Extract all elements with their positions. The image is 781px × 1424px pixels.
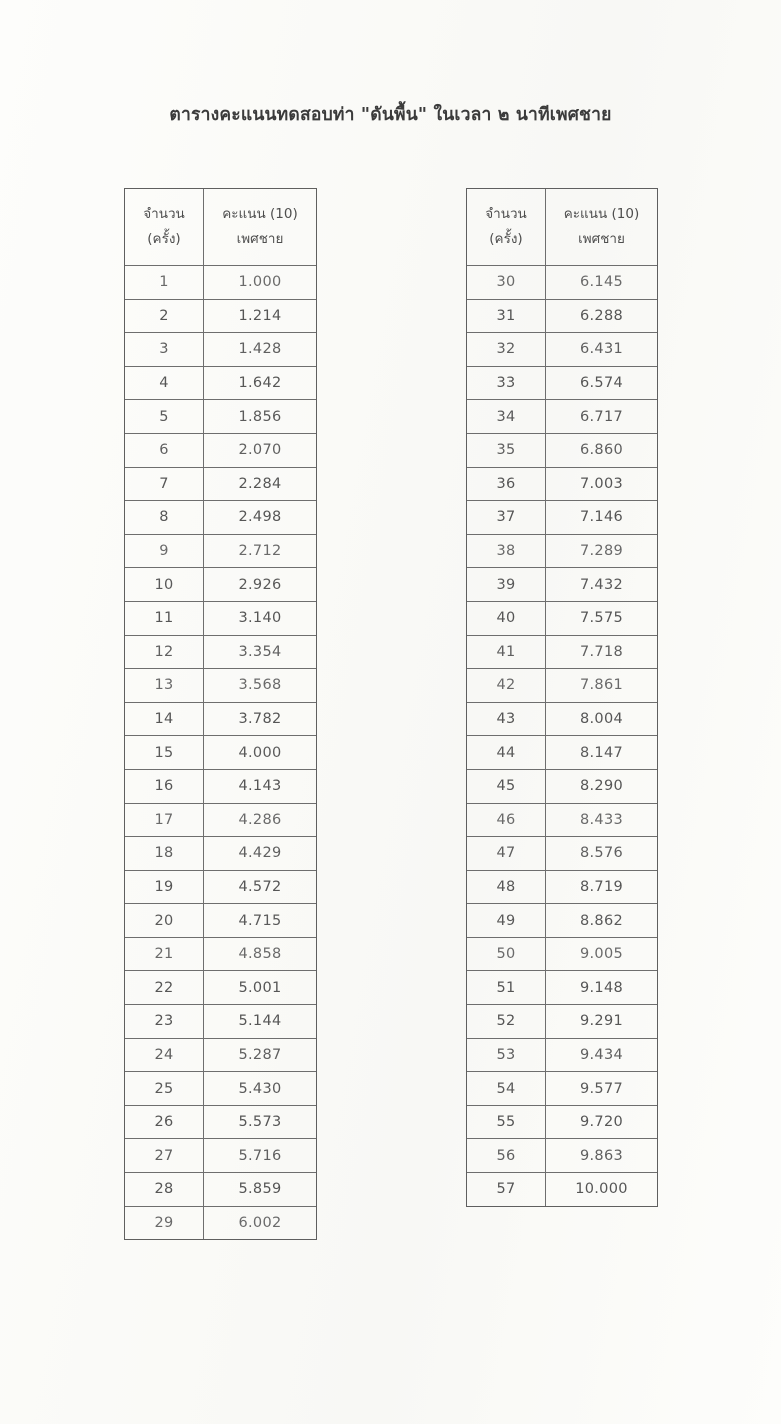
- table-row: [467, 501, 658, 535]
- header-row: [467, 189, 658, 266]
- cell-count: 16: [125, 769, 204, 803]
- table-row: [467, 1139, 658, 1173]
- cell-count: 52: [467, 1005, 546, 1039]
- cell-score: 5.716: [204, 1139, 317, 1173]
- column-header-count-line2: (ครั้ง): [489, 231, 523, 247]
- table-row: [467, 467, 658, 501]
- cell-count: 1: [125, 266, 204, 300]
- cell-score: 6.860: [546, 433, 658, 467]
- table-row: [125, 1072, 317, 1106]
- cell-count: 38: [467, 534, 546, 568]
- cell-count: 40: [467, 601, 546, 635]
- cell-count: 13: [125, 669, 204, 703]
- cell-count: 12: [125, 635, 204, 669]
- cell-count: 22: [125, 971, 204, 1005]
- table-row: [467, 803, 658, 837]
- table-row: [467, 568, 658, 602]
- cell-count: 30: [467, 266, 546, 300]
- cell-count: 14: [125, 702, 204, 736]
- column-header-score-line2: เพศชาย: [578, 231, 625, 247]
- column-header-count-line1: จำนวน: [485, 206, 527, 223]
- table-row: [467, 1173, 658, 1207]
- table-row: [125, 433, 317, 467]
- cell-score: 8.004: [546, 702, 658, 736]
- table-row: [467, 702, 658, 736]
- cell-count: 5: [125, 400, 204, 434]
- cell-score: 3.782: [204, 702, 317, 736]
- cell-score: 5.859: [204, 1173, 317, 1207]
- column-header-count-line2: (ครั้ง): [147, 231, 181, 247]
- cell-count: 26: [125, 1105, 204, 1139]
- cell-score: 7.861: [546, 669, 658, 703]
- cell-score: 2.712: [204, 534, 317, 568]
- table-row: [125, 1173, 317, 1207]
- table-row: [467, 736, 658, 770]
- table-row: [125, 501, 317, 535]
- table-row: [125, 299, 317, 333]
- cell-count: 39: [467, 568, 546, 602]
- cell-count: 3: [125, 333, 204, 367]
- cell-score: 8.862: [546, 904, 658, 938]
- table-row: [467, 769, 658, 803]
- cell-score: 8.719: [546, 870, 658, 904]
- cell-count: 20: [125, 904, 204, 938]
- cell-count: 31: [467, 299, 546, 333]
- cell-count: 6: [125, 433, 204, 467]
- column-header-score: [204, 189, 317, 266]
- column-header-count: [467, 189, 546, 266]
- cell-count: 24: [125, 1038, 204, 1072]
- table-row: [125, 736, 317, 770]
- table-row: [467, 971, 658, 1005]
- cell-count: 17: [125, 803, 204, 837]
- cell-score: 3.140: [204, 601, 317, 635]
- cell-count: 35: [467, 433, 546, 467]
- cell-score: 8.147: [546, 736, 658, 770]
- cell-count: 10: [125, 568, 204, 602]
- cell-count: 37: [467, 501, 546, 535]
- table-row: [125, 669, 317, 703]
- table-row: [125, 1005, 317, 1039]
- table-row: [467, 1072, 658, 1106]
- cell-score: 9.577: [546, 1072, 658, 1106]
- cell-score: 9.005: [546, 937, 658, 971]
- cell-score: 6.574: [546, 366, 658, 400]
- cell-score: 5.287: [204, 1038, 317, 1072]
- table-row: [125, 971, 317, 1005]
- cell-count: 23: [125, 1005, 204, 1039]
- cell-score: 1.000: [204, 266, 317, 300]
- table-row: [467, 669, 658, 703]
- column-header-score-line1: คะแนน (10): [222, 206, 298, 223]
- cell-count: 2: [125, 299, 204, 333]
- table-row: [125, 534, 317, 568]
- cell-count: 56: [467, 1139, 546, 1173]
- cell-count: 4: [125, 366, 204, 400]
- cell-score: 4.000: [204, 736, 317, 770]
- cell-score: 4.858: [204, 937, 317, 971]
- table-row: [125, 1105, 317, 1139]
- table-row: [467, 366, 658, 400]
- table-header-left: [125, 189, 317, 266]
- table-row: [467, 837, 658, 871]
- cell-score: 6.288: [546, 299, 658, 333]
- table-row: [467, 299, 658, 333]
- table-row: [125, 333, 317, 367]
- table-row: [125, 1038, 317, 1072]
- cell-score: 8.576: [546, 837, 658, 871]
- table-row: [467, 937, 658, 971]
- table-row: [467, 1038, 658, 1072]
- cell-score: 2.284: [204, 467, 317, 501]
- table-row: [125, 601, 317, 635]
- cell-count: 33: [467, 366, 546, 400]
- cell-score: 3.568: [204, 669, 317, 703]
- cell-score: 10.000: [546, 1173, 658, 1207]
- cell-score: 7.289: [546, 534, 658, 568]
- cell-count: 41: [467, 635, 546, 669]
- cell-count: 29: [125, 1206, 204, 1240]
- column-header-count: [125, 189, 204, 266]
- table-row: [125, 266, 317, 300]
- cell-count: 43: [467, 702, 546, 736]
- cell-score: 5.430: [204, 1072, 317, 1106]
- cell-score: 7.575: [546, 601, 658, 635]
- column-header-score-line1: คะแนน (10): [563, 206, 640, 223]
- table-row: [125, 702, 317, 736]
- cell-score: 1.856: [204, 400, 317, 434]
- cell-count: 32: [467, 333, 546, 367]
- table-row: [467, 904, 658, 938]
- cell-count: 51: [467, 971, 546, 1005]
- cell-count: 57: [467, 1173, 546, 1207]
- cell-score: 1.214: [204, 299, 317, 333]
- cell-score: 4.286: [204, 803, 317, 837]
- cell-score: 9.720: [546, 1105, 658, 1139]
- table-row: [125, 366, 317, 400]
- cell-score: 9.434: [546, 1038, 658, 1072]
- cell-count: 48: [467, 870, 546, 904]
- cell-score: 5.144: [204, 1005, 317, 1039]
- cell-count: 55: [467, 1105, 546, 1139]
- cell-count: 53: [467, 1038, 546, 1072]
- table-row: [125, 1139, 317, 1173]
- table-row: [467, 635, 658, 669]
- cell-count: 11: [125, 601, 204, 635]
- table-row: [125, 937, 317, 971]
- table-row: [125, 803, 317, 837]
- cell-count: 44: [467, 736, 546, 770]
- cell-score: 1.642: [204, 366, 317, 400]
- cell-score: 7.718: [546, 635, 658, 669]
- column-header-score-line2: เพศชาย: [236, 231, 284, 247]
- table-row: [467, 333, 658, 367]
- table-row: [125, 870, 317, 904]
- cell-count: 27: [125, 1139, 204, 1173]
- table-row: [125, 568, 317, 602]
- cell-count: 34: [467, 400, 546, 434]
- cell-score: 9.863: [546, 1139, 658, 1173]
- cell-count: 50: [467, 937, 546, 971]
- cell-score: 7.432: [546, 568, 658, 602]
- cell-score: 7.146: [546, 501, 658, 535]
- table-row: [467, 534, 658, 568]
- table-row: [125, 400, 317, 434]
- table-body-left: [125, 266, 317, 1240]
- cell-score: 2.498: [204, 501, 317, 535]
- cell-score: 7.003: [546, 467, 658, 501]
- cell-count: 36: [467, 467, 546, 501]
- cell-count: 47: [467, 837, 546, 871]
- cell-count: 46: [467, 803, 546, 837]
- cell-count: 42: [467, 669, 546, 703]
- table-row: [467, 266, 658, 300]
- table-body-right: [467, 266, 658, 1207]
- cell-score: 2.070: [204, 433, 317, 467]
- column-header-score: [546, 189, 658, 266]
- cell-count: 8: [125, 501, 204, 535]
- table-row: [467, 400, 658, 434]
- table-row: [125, 769, 317, 803]
- cell-count: 28: [125, 1173, 204, 1207]
- cell-count: 18: [125, 837, 204, 871]
- cell-count: 7: [125, 467, 204, 501]
- cell-score: 4.143: [204, 769, 317, 803]
- header-row: [125, 189, 317, 266]
- table-row: [125, 904, 317, 938]
- cell-score: 8.433: [546, 803, 658, 837]
- table-row: [467, 601, 658, 635]
- cell-count: 21: [125, 937, 204, 971]
- cell-score: 6.002: [204, 1206, 317, 1240]
- table-row: [467, 870, 658, 904]
- cell-count: 9: [125, 534, 204, 568]
- cell-score: 5.001: [204, 971, 317, 1005]
- cell-score: 1.428: [204, 333, 317, 367]
- cell-score: 2.926: [204, 568, 317, 602]
- cell-score: 8.290: [546, 769, 658, 803]
- cell-count: 49: [467, 904, 546, 938]
- column-header-count-line1: จำนวน: [143, 206, 185, 223]
- cell-score: 3.354: [204, 635, 317, 669]
- score-table-left: [124, 188, 317, 1240]
- table-row: [125, 467, 317, 501]
- table-header-right: [467, 189, 658, 266]
- table-row: [467, 433, 658, 467]
- table-row: [125, 1206, 317, 1240]
- cell-score: 4.572: [204, 870, 317, 904]
- table-row: [125, 635, 317, 669]
- cell-count: 15: [125, 736, 204, 770]
- cell-score: 4.429: [204, 837, 317, 871]
- page-title: ตารางคะแนนทดสอบท่า "ดันพื้น" ในเวลา ๒ นาทีเพศชาย: [169, 105, 612, 125]
- cell-score: 6.717: [546, 400, 658, 434]
- cell-score: 5.573: [204, 1105, 317, 1139]
- cell-score: 9.148: [546, 971, 658, 1005]
- cell-count: 19: [125, 870, 204, 904]
- table-row: [125, 837, 317, 871]
- score-table-right: [466, 188, 658, 1207]
- cell-count: 25: [125, 1072, 204, 1106]
- cell-score: 4.715: [204, 904, 317, 938]
- cell-count: 45: [467, 769, 546, 803]
- cell-score: 9.291: [546, 1005, 658, 1039]
- table-row: [467, 1005, 658, 1039]
- table-row: [467, 1105, 658, 1139]
- cell-count: 54: [467, 1072, 546, 1106]
- cell-score: 6.145: [546, 266, 658, 300]
- cell-score: 6.431: [546, 333, 658, 367]
